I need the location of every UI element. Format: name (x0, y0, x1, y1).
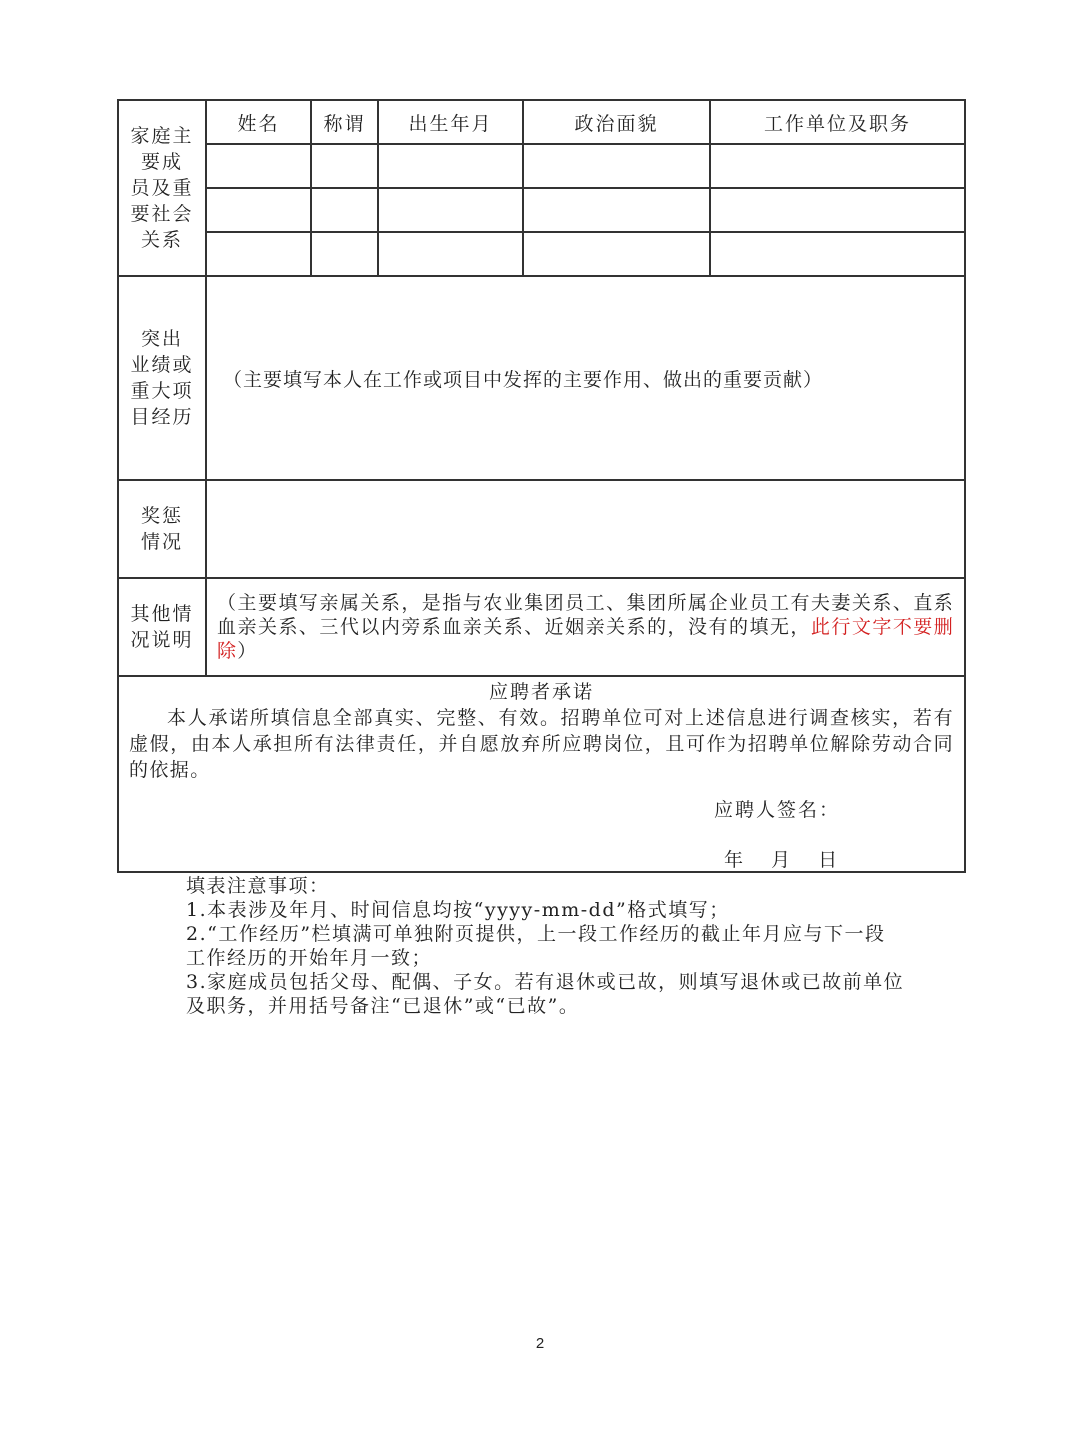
family-birth-cell[interactable] (378, 144, 523, 188)
header-employer-position: 工作单位及职务 (710, 100, 965, 144)
date-month-label: 月 (771, 849, 793, 871)
achievements-label-line: 目经历 (130, 406, 194, 428)
other-label (118, 578, 206, 676)
family-employer-cell[interactable] (710, 188, 965, 232)
page-number: 2 (535, 1335, 545, 1352)
family-label-line: 员及重 (130, 177, 194, 199)
header-political-status: 政治面貌 (523, 100, 710, 144)
other-label-line: 其他情 (130, 603, 194, 625)
family-label-line: 家庭主 (130, 125, 194, 147)
other-hint-close: ） (237, 640, 258, 662)
family-relation-cell[interactable] (311, 144, 378, 188)
family-row (118, 232, 965, 276)
header-relation: 称谓 (311, 100, 378, 144)
header-birth: 出生年月 (378, 100, 523, 144)
achievements-hint: （主要填写本人在工作或项目中发挥的主要作用、做出的重要贡献） (223, 368, 824, 391)
family-name-cell[interactable] (206, 232, 311, 276)
note-line: 及职务，并用括号备注“已退休”或“已故”。 (186, 995, 580, 1017)
rewards-label-line: 奖惩 (140, 505, 183, 527)
rewards-field[interactable] (206, 480, 965, 578)
other-hint: （主要填写亲属关系，是指与农业集团员工、集团所属企业员工有夫妻关系、直系血亲关系、三代以内旁系血亲关系、近姻亲关系的，没有的填无， (217, 592, 954, 638)
family-label (118, 100, 206, 276)
note-line: 3.家庭成员包括父母、配偶、子女。若有退休或已故，则填写退休或已故前单位 (186, 971, 905, 993)
family-birth-cell[interactable] (378, 232, 523, 276)
signature-label: 应聘人签名： (714, 799, 841, 821)
achievements-label (118, 276, 206, 480)
application-form-table (117, 99, 966, 873)
note-line: 工作经历的开始年月一致； (186, 947, 433, 969)
achievements-label-line: 重大项 (130, 380, 194, 402)
achievements-label-line: 突出 (140, 328, 183, 350)
achievements-label-line: 业绩或 (130, 354, 194, 376)
family-employer-cell[interactable] (710, 232, 965, 276)
pledge-body: 本人承诺所填信息全部真实、完整、有效。招聘单位可对上述信息进行调查核实，若有虚假，由本人承担所有法律责任，并自愿放弃所应聘岗位，且可作为招聘单位解除劳动合同的依据。 (129, 707, 954, 781)
rewards-label (118, 480, 206, 578)
family-row (118, 144, 965, 188)
other-field[interactable] (206, 578, 965, 676)
signature-date (724, 845, 857, 872)
rewards-label-line: 情况 (140, 531, 183, 553)
family-name-cell[interactable] (206, 188, 311, 232)
family-employer-cell[interactable] (710, 144, 965, 188)
pledge-title: 应聘者承诺 (488, 681, 594, 703)
date-day-label: 日 (818, 849, 840, 871)
family-label-line: 要成 (140, 151, 183, 173)
note-line: 2.“工作经历”栏填满可单独附页提供，上一段工作经历的截止年月应与下一段 (186, 923, 886, 945)
family-relation-cell[interactable] (311, 188, 378, 232)
family-political-cell[interactable] (523, 188, 710, 232)
family-name-cell[interactable] (206, 144, 311, 188)
notes-title: 填表注意事项： (186, 875, 330, 897)
family-political-cell[interactable] (523, 144, 710, 188)
family-relation-cell[interactable] (311, 232, 378, 276)
other-label-line: 况说明 (130, 629, 194, 651)
family-political-cell[interactable] (523, 232, 710, 276)
date-year-label: 年 (724, 849, 746, 871)
header-name: 姓名 (206, 100, 311, 144)
filling-notes (186, 874, 906, 1018)
note-line: 1.本表涉及年月、时间信息均按“yyyy-mm-dd”格式填写； (186, 899, 730, 921)
family-label-line: 关系 (140, 229, 183, 251)
pledge-section (118, 676, 965, 872)
achievements-field[interactable] (206, 276, 965, 480)
family-row (118, 188, 965, 232)
family-label-line: 要社会 (130, 203, 194, 225)
other-hint-warning: 此行文字不要删除 (217, 616, 954, 662)
family-birth-cell[interactable] (378, 188, 523, 232)
